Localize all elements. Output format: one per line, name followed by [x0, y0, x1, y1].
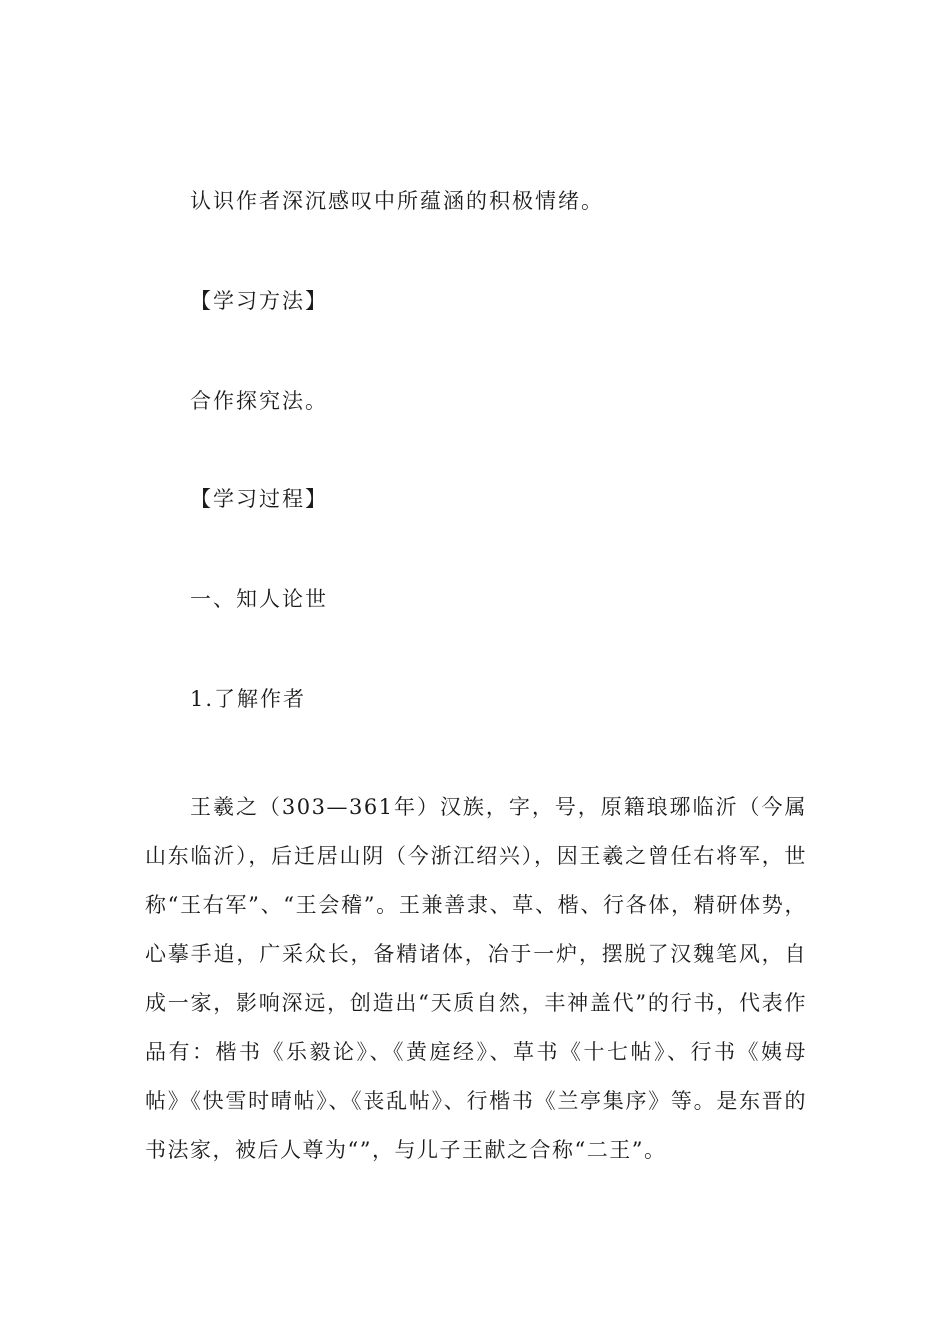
learning-method-text: 合作探究法。	[190, 389, 328, 413]
subsection-heading-one: 1.了解作者	[190, 687, 307, 711]
heading-learning-method: 【学习方法】	[190, 289, 328, 313]
heading-learning-process: 【学习过程】	[190, 487, 328, 511]
section-heading-one: 一、知人论世	[190, 587, 328, 611]
learning-objective-line: 认识作者深沉感叹中所蕴涵的积极情绪。	[190, 189, 604, 213]
author-paragraph: 王羲之（303—361年）汉族，字，号，原籍琅琊临沂（今属山东临沂），后迁居山阴（今浙江绍兴），因王羲之曾任右将军，世称“王右军”、“王会稽”。王兼善隶、草、楷、行各体，精研体势，心摹手追，广采众长，备精诸体，冶于一炉，摆脱了汉魏笔风，自成一家，影响深远，创造出“天质自然，丰神盖代”的行书，代表作品有：楷书《乐毅论》、《黄庭经》、草书《十七帖》、行书《姨母帖》《快雪时晴帖》、《丧乱帖》、行楷书《兰亭集序》等。是东晋的书法家，被后人尊为“”，与儿子王献之合称“二王”。	[145, 795, 807, 1162]
